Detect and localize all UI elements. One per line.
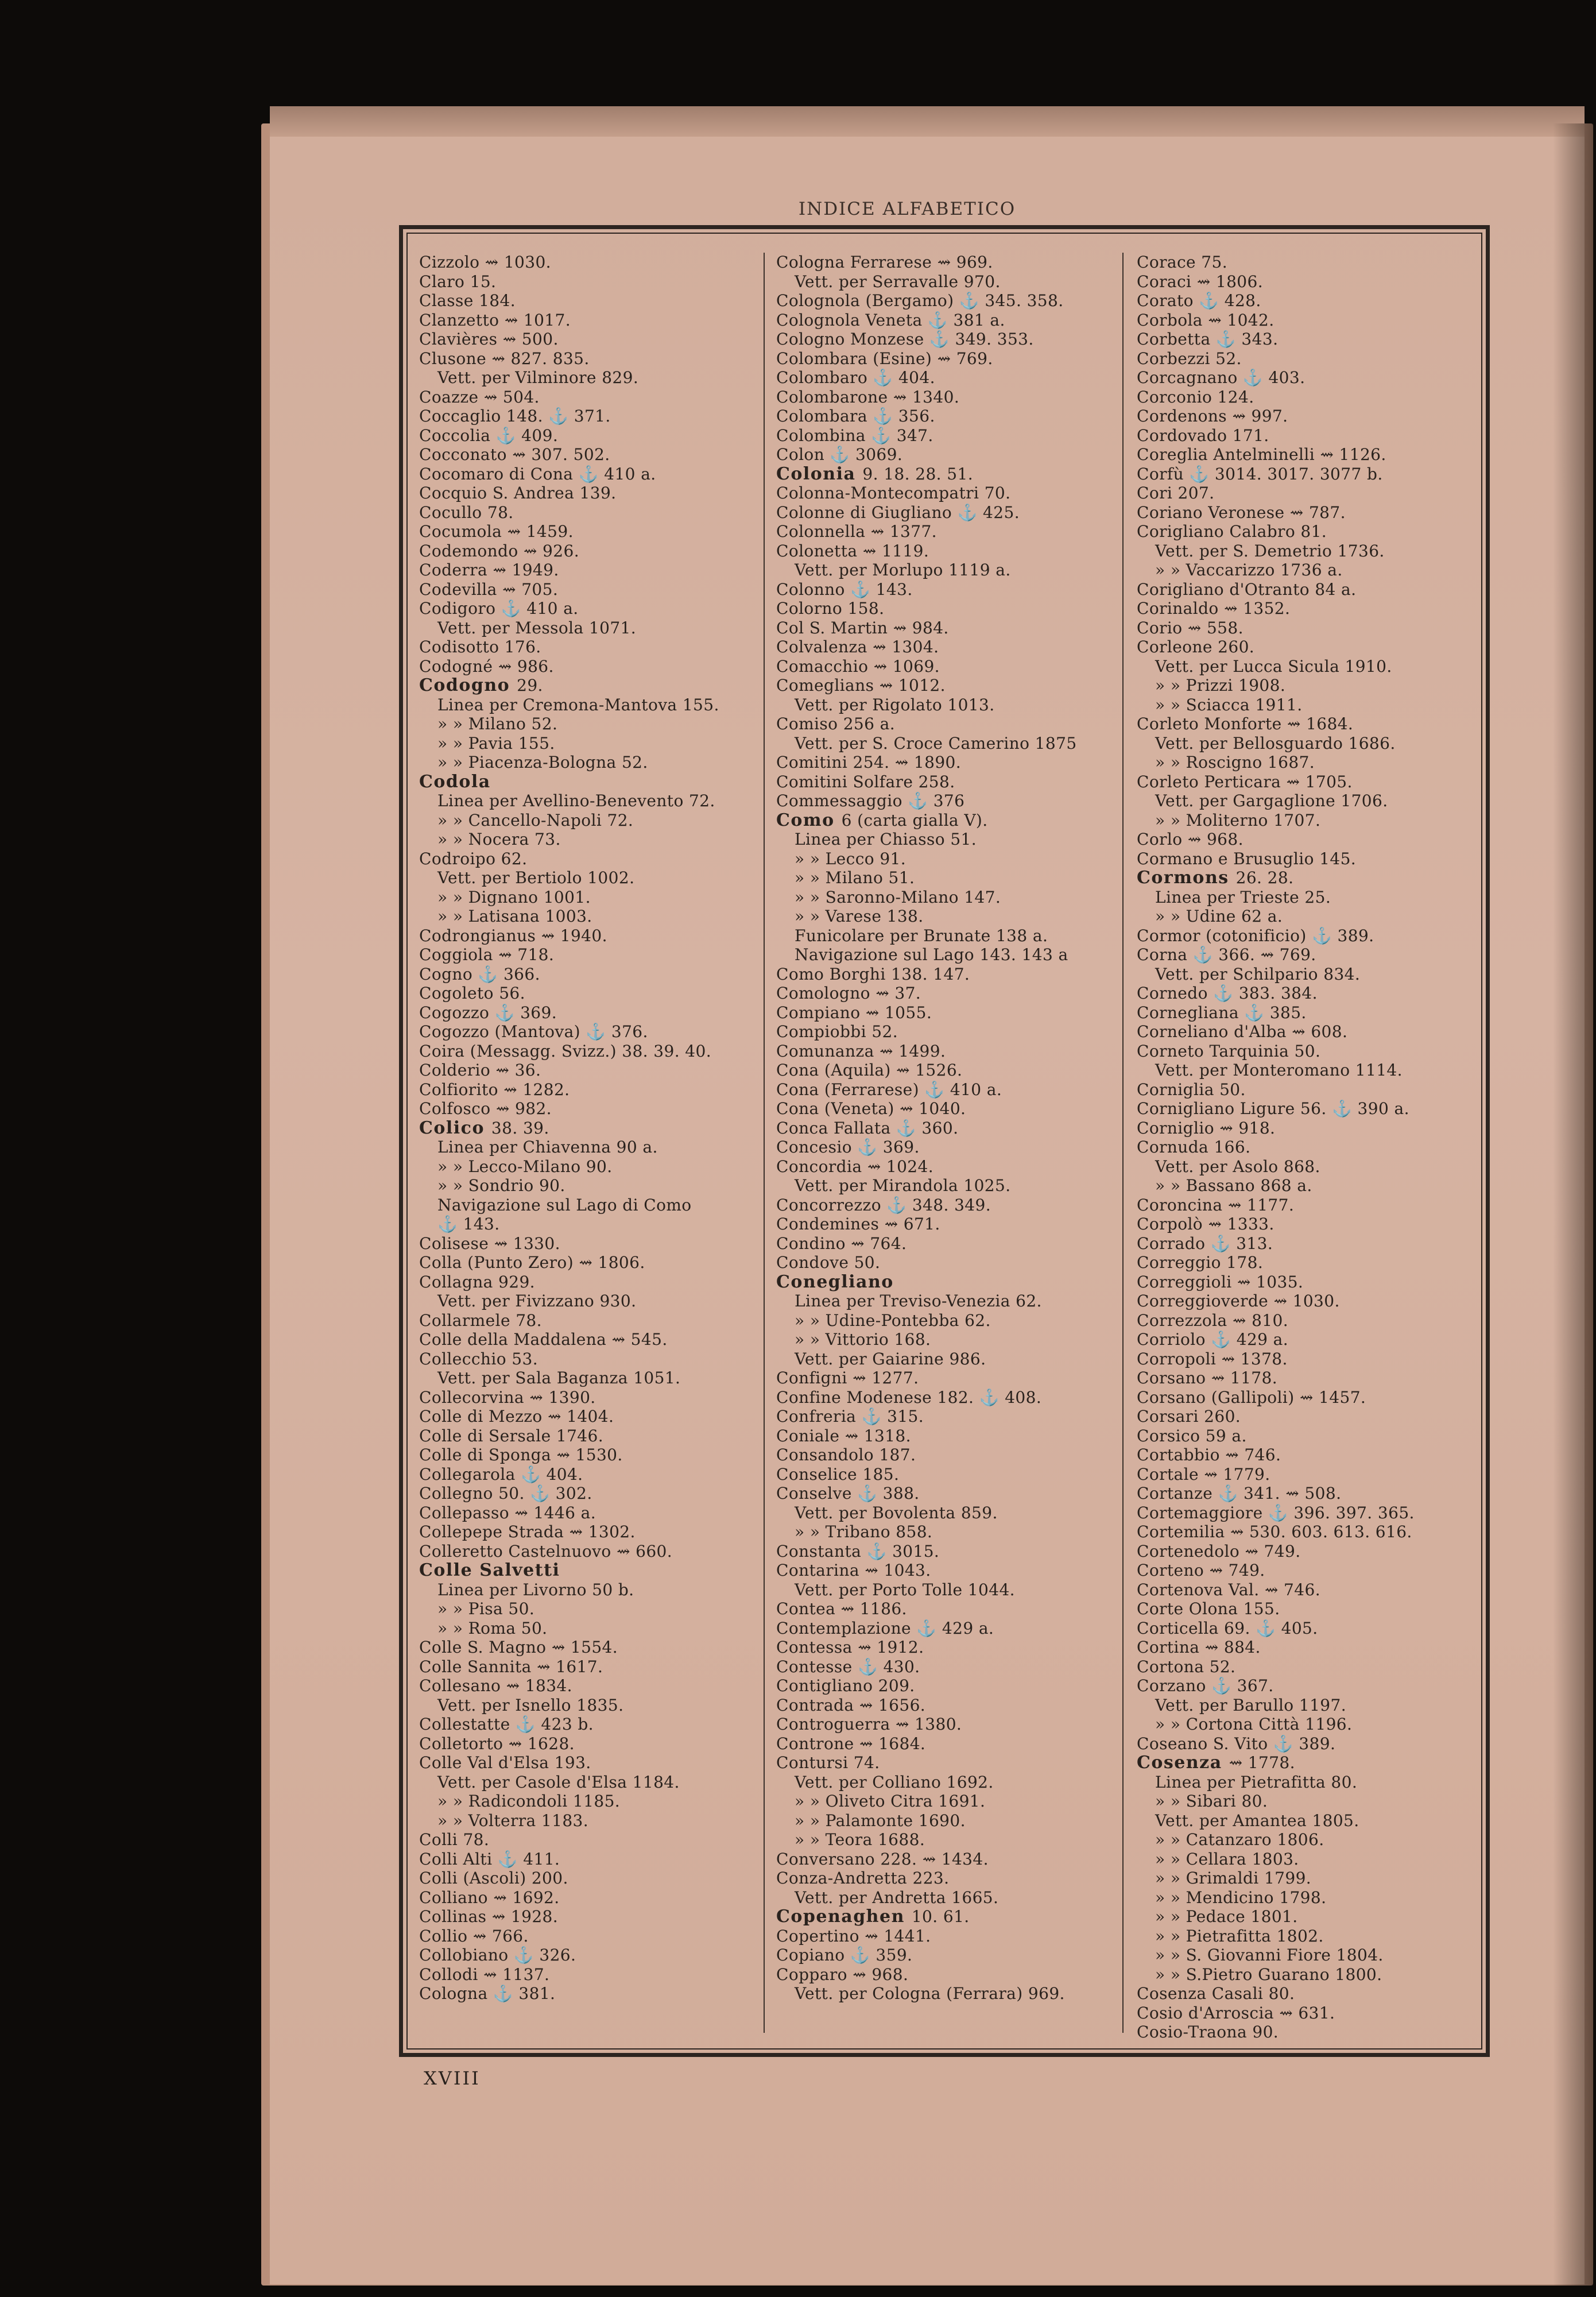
index-entry: Colli 78. [419,1830,490,1849]
index-entry: Cogoleto 56. [419,984,525,1003]
index-entry: Condino ⇝ 764. [776,1233,907,1253]
index-entry: Vett. per Porto Tolle 1044. [795,1580,1015,1599]
index-entry: Colisese ⇝ 1330. [419,1233,560,1253]
index-entry: Linea per Chiasso 51. [795,830,977,849]
index-entry: Collegarola ⚓ 404. [419,1464,583,1484]
index-entry: » » Lecco-Milano 90. [437,1157,613,1176]
index-entry: Corsano ⇝ 1178. [1137,1368,1278,1387]
index-entry: Contigliano 209. [776,1676,915,1695]
index-entry: » » Varese 138. [795,907,924,926]
index-entry: Comacchio ⇝ 1069. [776,656,940,676]
index-heading: Conegliano [776,1272,894,1291]
index-entry: Col S. Martin ⇝ 984. [776,618,949,637]
index-entry: Colonetta ⇝ 1119. [776,541,929,560]
index-entry: Coriano Veronese ⇝ 787. [1137,502,1346,522]
index-entry: Coccolia ⚓ 409. [419,426,559,445]
index-entry: Corio ⇝ 558. [1137,618,1244,637]
index-entry: Cortona 52. [1137,1657,1236,1676]
index-entry: » » Udine-Pontebba 62. [795,1310,991,1330]
index-entry: Colonna-Montecompatri 70. [776,484,1011,502]
index-entry: Cogozzo (Mantova) ⚓ 376. [419,1022,648,1041]
index-entry: » » Palamonte 1690. [795,1811,966,1830]
index-entry: Claro 15. [419,272,497,291]
page-shadow [1553,123,1593,2286]
index-entry: Configni ⇝ 1277. [776,1368,919,1387]
index-entry: Corato ⚓ 428. [1137,291,1261,310]
index-entry: Linea per Cremona-Mantova 155. [437,695,719,714]
index-entry: Cortabbio ⇝ 746. [1137,1445,1281,1464]
index-entry: Corleone 260. [1137,637,1255,656]
index-entry: Correzzola ⇝ 810. [1137,1310,1289,1330]
index-entry: Coderra ⇝ 1949. [419,560,559,579]
index-entry: Vett. per Messola 1071. [437,618,637,637]
index-entry: Comologno ⇝ 37. [776,984,921,1003]
index-entry: » » Sciacca 1911. [1155,695,1303,714]
index-column-3 [1137,253,1475,2039]
index-entry: » » Pietrafitta 1802. [1155,1926,1324,1946]
index-entry: Colombara ⚓ 356. [776,407,935,426]
index-entry: Corriolo ⚓ 429 a. [1137,1330,1289,1349]
index-entry: Concordia ⇝ 1024. [776,1157,934,1176]
index-entry: » » Mendicino 1798. [1155,1888,1327,1907]
index-entry: » » Cortona Città 1196. [1155,1715,1353,1734]
index-entry: Constanta ⚓ 3015. [776,1541,940,1561]
index-entry: Colletorto ⇝ 1628. [419,1734,575,1753]
index-entry: Vett. per Sala Baganza 1051. [437,1368,681,1387]
index-entry: » » Nocera 73. [437,830,561,849]
index-entry: Cocomaro di Cona ⚓ 410 a. [419,464,656,484]
index-entry: ⚓ 143. [437,1215,500,1233]
index-entry: Corigliano Calabro 81. [1137,522,1327,541]
index-entry: Cordenons ⇝ 997. [1137,407,1288,426]
index-entry: Cona (Aquila) ⇝ 1526. [776,1061,963,1080]
index-entry: Cortina ⇝ 884. [1137,1638,1261,1657]
index-entry: Conca Fallata ⚓ 360. [776,1118,959,1138]
index-entry: Comitini 254. ⇝ 1890. [776,753,962,772]
index-entry: » » S. Giovanni Fiore 1804. [1155,1946,1384,1965]
index-entry: Linea per Pietrafitta 80. [1155,1772,1358,1792]
index-entry: » » Prizzi 1908. [1155,676,1286,695]
index-entry: Controguerra ⇝ 1380. [776,1715,962,1734]
index-entry: Coseano S. Vito ⚓ 389. [1137,1734,1336,1753]
index-entry: Vett. per S. Demetrio 1736. [1155,541,1385,560]
index-entry: Conselve ⚓ 388. [776,1484,920,1503]
index-entry: Contrada ⇝ 1656. [776,1695,926,1715]
index-entry: Cosio d'Arroscia ⇝ 631. [1137,2003,1335,2023]
index-entry: Navigazione sul Lago 143. 143 a [795,945,1068,964]
index-entry: Colonne di Giugliano ⚓ 425. [776,502,1020,522]
index-entry: Corleto Monforte ⇝ 1684. [1137,714,1354,733]
index-entry: Vett. per Bertiolo 1002. [437,868,635,887]
index-entry: Corigliano d'Otranto 84 a. [1137,579,1357,599]
index-entry: Colle di Sponga ⇝ 1530. [419,1445,623,1464]
index-entry: Contesse ⚓ 430. [776,1657,920,1676]
index-entry: Copiano ⚓ 359. [776,1946,913,1965]
index-entry: Colonno ⚓ 143. [776,579,913,599]
index-entry: Copparo ⇝ 968. [776,1965,909,1984]
index-entry: Corropoli ⇝ 1378. [1137,1349,1288,1368]
index-entry: Coniale ⇝ 1318. [776,1426,911,1445]
index-heading: Codola [419,772,491,791]
index-entry: » » Milano 51. [795,868,915,887]
index-entry: » » Pedace 1801. [1155,1907,1298,1926]
index-entry: Cosenza Casali 80. [1137,1984,1295,2003]
index-entry: Cormano e Brusuglio 145. [1137,849,1357,868]
index-entry: Cortemaggiore ⚓ 396. 397. 365. [1137,1503,1415,1522]
index-entry: Vett. per Vilminore 829. [437,368,639,387]
index-heading: Como 6 (carta gialla V). [776,810,988,830]
index-entry: Colombarone ⇝ 1340. [776,387,960,407]
index-entry: Vett. per Bellosguardo 1686. [1155,733,1396,753]
index-entry: Codevilla ⇝ 705. [419,579,559,599]
index-entry: Colombaro ⚓ 404. [776,368,935,387]
index-entry: Vett. per Bovolenta 859. [795,1503,998,1522]
index-entry: Comeglians ⇝ 1012. [776,676,946,695]
index-entry: Classe 184. [419,291,516,310]
index-entry: Vett. per Cologna (Ferrara) 969. [795,1984,1065,2003]
index-entry: Codigoro ⚓ 410 a. [419,599,579,618]
index-entry: Colognola (Bergamo) ⚓ 345. 358. [776,291,1064,310]
index-entry: Collepepe Strada ⇝ 1302. [419,1522,636,1541]
index-entry: Cogozzo ⚓ 369. [419,1003,557,1022]
index-entry: » » S.Pietro Guarano 1800. [1155,1965,1382,1984]
index-entry: Contessa ⇝ 1912. [776,1638,924,1657]
index-entry: Corfù ⚓ 3014. 3017. 3077 b. [1137,464,1383,484]
index-entry: Cona (Ferrarese) ⚓ 410 a. [776,1080,1002,1099]
index-entry: Codrongianus ⇝ 1940. [419,926,607,945]
index-entry: Cormor (cotonificio) ⚓ 389. [1137,926,1374,945]
index-entry: Collinas ⇝ 1928. [419,1907,559,1926]
index-entry: » » Milano 52. [437,714,558,733]
index-entry: Concorrezzo ⚓ 348. 349. [776,1195,991,1215]
index-column-1 [419,253,758,2039]
index-entry: Compiobbi 52. [776,1022,898,1041]
index-entry: Codroipo 62. [419,849,528,868]
index-entry: Clusone ⇝ 827. 835. [419,349,590,368]
index-entry: Vett. per Colliano 1692. [795,1772,994,1792]
index-entry: Comitini Solfare 258. [776,772,955,791]
index-entry: Commessaggio ⚓ 376 [776,791,965,810]
index-entry: Corniglio ⇝ 918. [1137,1118,1276,1138]
page-number: XVIII [424,2067,481,2089]
index-entry: Corinaldo ⇝ 1352. [1137,599,1291,618]
index-entry: Navigazione sul Lago di Como [437,1195,692,1215]
index-heading: Colonia 9. 18. 28. 51. [776,464,974,484]
index-entry: Cologno Monzese ⚓ 349. 353. [776,330,1034,349]
index-entry: » » Saronno-Milano 147. [795,887,1001,907]
index-heading: Codogno 29. [419,676,543,695]
index-entry: » » Latisana 1003. [437,907,592,926]
index-entry: Corbola ⇝ 1042. [1137,310,1275,330]
index-entry: Cosio-Traona 90. [1137,2023,1279,2039]
index-entry: Corace 75. [1137,253,1228,272]
index-entry: Linea per Livorno 50 b. [437,1580,634,1599]
index-entry: Coira (Messagg. Svizz.) 38. 39. 40. [419,1041,712,1061]
index-entry: Coccaglio 148. ⚓ 371. [419,407,611,426]
index-entry: Cortenova Val. ⇝ 746. [1137,1580,1320,1599]
index-entry: Cona (Veneta) ⇝ 1040. [776,1099,966,1118]
index-entry: Vett. per Gaiarine 986. [795,1349,986,1368]
page-top-edge [270,106,1585,138]
index-entry: Linea per Avellino-Benevento 72. [437,791,715,810]
index-entry: » » Moliterno 1707. [1155,810,1321,830]
index-entry: » » Udine 62 a. [1155,907,1283,926]
index-entry: » » Cellara 1803. [1155,1849,1299,1869]
index-entry: » » Catanzaro 1806. [1155,1830,1324,1849]
index-entry: Colle Val d'Elsa 193. [419,1753,591,1772]
index-entry: Corbetta ⚓ 343. [1137,330,1279,349]
index-entry: Collestatte ⚓ 423 b. [419,1715,594,1734]
index-entry: Collepasso ⇝ 1446 a. [419,1503,596,1522]
index-entry: Corna ⚓ 366. ⇝ 769. [1137,945,1316,964]
index-entry: Vett. per Gargaglione 1706. [1155,791,1388,810]
index-entry: Cogno ⚓ 366. [419,964,540,984]
index-entry: Colderio ⇝ 36. [419,1061,541,1080]
index-entry: Colle della Maddalena ⇝ 545. [419,1330,668,1349]
index-entry: Vett. per Lucca Sicula 1910. [1155,656,1392,676]
index-entry: Linea per Trieste 25. [1155,887,1331,907]
index-entry: Collecorvina ⇝ 1390. [419,1387,596,1407]
index-entry: Coggiola ⇝ 718. [419,945,555,964]
index-entry: Corniglia 50. [1137,1080,1246,1099]
index-entry: Correggioverde ⇝ 1030. [1137,1291,1340,1310]
index-entry: Corneto Tarquinia 50. [1137,1041,1321,1061]
index-entry: Vett. per S. Croce Camerino 1875 [795,733,1077,753]
index-entry: Contemplazione ⚓ 429 a. [776,1618,994,1638]
index-entry: Linea per Chiavenna 90 a. [437,1138,658,1157]
index-entry: Cortale ⇝ 1779. [1137,1464,1270,1484]
index-entry: Colliano ⇝ 1692. [419,1888,560,1907]
index-entry: Vett. per Fivizzano 930. [437,1291,637,1310]
index-entry: Cornegliana ⚓ 385. [1137,1003,1307,1022]
index-entry: Clavières ⇝ 500. [419,330,559,349]
index-entry: » » Lecco 91. [795,849,907,868]
index-entry: Vett. per Asolo 868. [1155,1157,1320,1176]
index-entry: Vett. per Morlupo 1119 a. [795,560,1011,579]
index-entry: Corcagnano ⚓ 403. [1137,368,1306,387]
index-entry: Confine Modenese 182. ⚓ 408. [776,1387,1042,1407]
index-entry: Colfiorito ⇝ 1282. [419,1080,570,1099]
index-entry: Conza-Andretta 223. [776,1869,950,1888]
index-entry: Corte Olona 155. [1137,1599,1280,1618]
index-entry: Confreria ⚓ 315. [776,1407,924,1426]
index-entry: Colorno 158. [776,599,885,618]
index-entry: Colognola Veneta ⚓ 381 a. [776,310,1005,330]
index-entry: » » Teora 1688. [795,1830,925,1849]
index-entry: Clanzetto ⇝ 1017. [419,310,571,330]
index-entry: Vett. per Monteromano 1114. [1155,1061,1403,1080]
index-entry: Colonnella ⇝ 1377. [776,522,937,541]
index-column-2 [776,253,1118,2039]
index-entry: Concesio ⚓ 369. [776,1138,920,1157]
index-entry: Collio ⇝ 766. [419,1926,529,1946]
index-entry: » » Vittorio 168. [795,1330,931,1349]
index-entry: Cori 207. [1137,484,1215,502]
index-entry: Condemines ⇝ 671. [776,1215,940,1233]
index-entry: Colle di Sersale 1746. [419,1426,604,1445]
index-entry: Compiano ⇝ 1055. [776,1003,932,1022]
index-entry: Collecchio 53. [419,1349,539,1368]
index-entry: Correggio 178. [1137,1253,1264,1272]
index-entry: Cortanze ⚓ 341. ⇝ 508. [1137,1484,1342,1503]
index-entry: Cocumola ⇝ 1459. [419,522,574,541]
index-entry: Colombina ⚓ 347. [776,426,933,445]
running-head: INDICE ALFABETICO [798,199,1016,219]
index-entry: Coreglia Antelminelli ⇝ 1126. [1137,445,1386,464]
index-entry: Comiso 256 a. [776,714,896,733]
index-entry: Colla (Punto Zero) ⇝ 1806. [419,1253,645,1272]
index-entry: Colle di Mezzo ⇝ 1404. [419,1407,614,1426]
index-entry: Conselice 185. [776,1464,900,1484]
index-entry: Controne ⇝ 1684. [776,1734,926,1753]
index-entry: Vett. per Mirandola 1025. [795,1176,1011,1195]
column-rule [1122,253,1124,2033]
index-entry: » » Pisa 50. [437,1599,535,1618]
index-entry: Correggioli ⇝ 1035. [1137,1272,1304,1291]
index-entry: » » Roscigno 1687. [1155,753,1315,772]
index-entry: Colombara (Esine) ⇝ 769. [776,349,993,368]
index-entry: Corpolò ⇝ 1333. [1137,1215,1275,1233]
index-entry: Codemondo ⇝ 926. [419,541,580,560]
index-entry: Collodi ⇝ 1137. [419,1965,550,1984]
index-entry: » » Sibari 80. [1155,1792,1268,1811]
index-entry: Cocullo 78. [419,502,514,522]
index-entry: Corsari 260. [1137,1407,1241,1426]
index-entry: Colli Alti ⚓ 411. [419,1849,560,1869]
index-entry: Corconio 124. [1137,387,1254,407]
index-entry: Corlo ⇝ 968. [1137,830,1244,849]
index-entry: Codogné ⇝ 986. [419,656,554,676]
index-entry: Cocconato ⇝ 307. 502. [419,445,610,464]
index-entry: Collagna 929. [419,1272,535,1291]
index-entry: Vett. per Andretta 1665. [795,1888,999,1907]
index-heading: Colle Salvetti [419,1561,560,1580]
index-entry: Consandolo 187. [776,1445,916,1464]
index-entry: Cologna ⚓ 381. [419,1984,556,2003]
index-entry: Codisotto 176. [419,637,541,656]
index-entry: Como Borghi 138. 147. [776,964,970,984]
index-entry: Colle Sannita ⇝ 1617. [419,1657,603,1676]
index-entry: Colfosco ⇝ 982. [419,1099,552,1118]
index-entry: Colli (Ascoli) 200. [419,1869,568,1888]
index-entry: Cornuda 166. [1137,1138,1251,1157]
index-entry: Vett. per Isnello 1835. [437,1695,624,1715]
index-heading: Copenaghen 10. 61. [776,1907,970,1927]
index-entry: Corsico 59 a. [1137,1426,1247,1445]
index-entry: » » Tribano 858. [795,1522,933,1541]
index-entry: Collegno 50. ⚓ 302. [419,1484,592,1503]
index-entry: » » Sondrio 90. [437,1176,565,1195]
index-entry: Contea ⇝ 1186. [776,1599,907,1618]
index-entry: » » Piacenza-Bologna 52. [437,753,648,772]
index-entry: Collesano ⇝ 1834. [419,1676,572,1695]
index-entry: Cortenedolo ⇝ 749. [1137,1541,1301,1561]
index-entry: Corneliano d'Alba ⇝ 608. [1137,1022,1348,1041]
index-entry: Corzano ⚓ 367. [1137,1676,1274,1695]
index-entry: Corleto Perticara ⇝ 1705. [1137,772,1353,791]
index-entry: Colvalenza ⇝ 1304. [776,637,939,656]
index-entry: Cornigliano Ligure 56. ⚓ 390 a. [1137,1099,1409,1118]
index-entry: Colleretto Castelnuovo ⇝ 660. [419,1541,673,1561]
index-entry: Vett. per Schilpario 834. [1155,964,1361,984]
index-entry: Comunanza ⇝ 1499. [776,1041,946,1061]
index-entry: Corbezzi 52. [1137,349,1242,368]
index-entry: Colle S. Magno ⇝ 1554. [419,1638,618,1657]
index-entry: Vett. per Serravalle 970. [795,272,1001,291]
index-entry: Linea per Treviso-Venezia 62. [795,1291,1042,1310]
index-entry: Contursi 74. [776,1753,880,1772]
index-entry: Corticella 69. ⚓ 405. [1137,1618,1318,1638]
index-entry: » » Oliveto Citra 1691. [795,1792,986,1811]
index-heading: Cosenza ⇝ 1778. [1137,1753,1295,1773]
index-entry: Coraci ⇝ 1806. [1137,272,1264,291]
index-heading: Cormons 26. 28. [1137,868,1294,888]
index-entry: Cornedo ⚓ 383. 384. [1137,984,1318,1003]
index-entry: Vett. per Rigolato 1013. [795,695,995,714]
index-entry: » » Vaccarizzo 1736 a. [1155,560,1343,579]
index-heading: Colico 38. 39. [419,1118,549,1138]
index-entry: Cordovado 171. [1137,426,1269,445]
index-entry: Cizzolo ⇝ 1030. [419,253,551,272]
index-entry: Collarmele 78. [419,1310,542,1330]
index-entry: » » Roma 50. [437,1618,548,1638]
index-entry: Corteno ⇝ 749. [1137,1561,1265,1580]
index-entry: Vett. per Casole d'Elsa 1184. [437,1772,680,1792]
index-entry: Vett. per Amantea 1805. [1155,1811,1359,1830]
index-entry: Coazze ⇝ 504. [419,387,540,407]
index-entry: Collobiano ⚓ 326. [419,1946,576,1965]
index-entry: Cortemilia ⇝ 530. 603. 613. 616. [1137,1522,1412,1541]
index-entry: » » Cancello-Napoli 72. [437,810,634,830]
index-entry: Corsano (Gallipoli) ⇝ 1457. [1137,1387,1366,1407]
index-entry: Coroncina ⇝ 1177. [1137,1195,1295,1215]
index-entry: Colon ⚓ 3069. [776,445,903,464]
index-entry: Cologna Ferrarese ⇝ 969. [776,253,993,272]
index-entry: » » Pavia 155. [437,733,555,753]
index-entry: Vett. per Barullo 1197. [1155,1695,1347,1715]
index-entry: » » Volterra 1183. [437,1811,589,1830]
index-entry: Funicolare per Brunate 138 a. [795,926,1048,945]
index-entry: Corrado ⚓ 313. [1137,1233,1273,1253]
index-entry: Conversano 228. ⇝ 1434. [776,1849,989,1869]
index-entry: » » Grimaldi 1799. [1155,1869,1312,1888]
index-entry: Contarina ⇝ 1043. [776,1561,931,1580]
index-entry: Cocquio S. Andrea 139. [419,484,617,502]
index-entry: » » Dignano 1001. [437,887,591,907]
index-entry: Condove 50. [776,1253,881,1272]
index-entry: Copertino ⇝ 1441. [776,1926,931,1946]
index-entry: » » Radicondoli 1185. [437,1792,621,1811]
column-rule [764,253,765,2033]
index-entry: » » Bassano 868 a. [1155,1176,1312,1195]
